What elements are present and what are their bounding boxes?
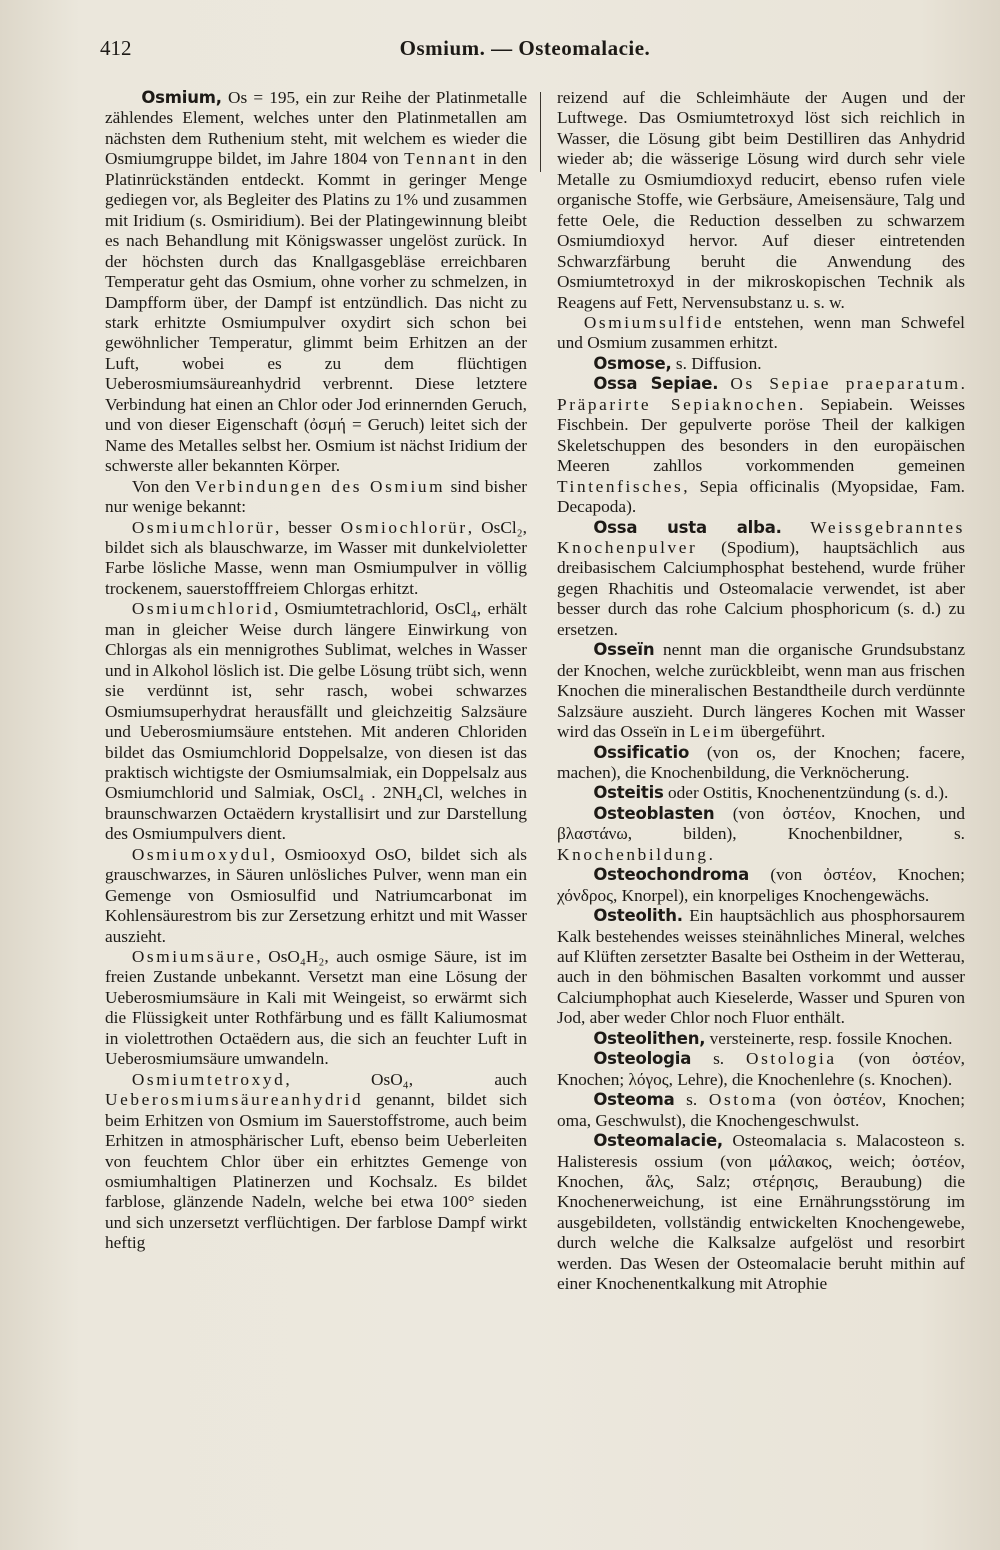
entry-text: Osteomalacia s. Malacosteon s. Halisteresis ossium (von μάλακος, weich; ὀστέον, Knochen, ἅλς, Salz; στέρησις, Beraubung) die Knochenerweichung, ist eine Ernährungsstörung im ausgebildeten, vollständig entwickelten Knochengewebe, durch welche die Kalksalze aufgelöst und resorbirt werden. Das Wesen der Osteomalacie beruht mithin auf einer Knochenentkalkung mit Atrophie bbox=[557, 1131, 965, 1294]
spaced-term: Tintenfisches bbox=[557, 476, 684, 496]
spaced-term: Präparirte Sepiaknochen bbox=[557, 394, 800, 414]
entry-headword: Osteochondroma bbox=[593, 865, 750, 885]
spaced-term: Weissgebranntes Knochenpulver bbox=[557, 517, 965, 557]
dictionary-entry bbox=[557, 374, 965, 517]
text-paragraph bbox=[105, 599, 527, 844]
entry-text bbox=[782, 518, 811, 537]
entry-text: , OsO₄, auch bbox=[285, 1069, 527, 1089]
dictionary-entry bbox=[557, 743, 965, 784]
dictionary-entry bbox=[557, 640, 965, 742]
entry-text: (von ὀστέον, Knochen; λόγος, Lehre), die Knochenlehre (s. Knochen). bbox=[557, 1049, 965, 1089]
running-head bbox=[100, 36, 950, 68]
spaced-term: Ostoma bbox=[708, 1090, 779, 1110]
spaced-term: Osmiumtetroxyd bbox=[131, 1069, 286, 1089]
entry-headword: Osteolithen, bbox=[593, 1028, 706, 1048]
entry-text: . bbox=[708, 844, 713, 864]
dictionary-entry bbox=[105, 88, 527, 477]
spaced-term: Leim bbox=[689, 722, 737, 742]
entry-headword: Ossa usta alba. bbox=[593, 517, 782, 537]
entry-text: (Spodium), hauptsächlich aus dreibasischem Calciumphosphat bestehend, wurde früher gegen Rhachitis und Osteomalacie verwendet, ist aber besser durch das rohe Calcium phosphoricum (s. d.) zu ersetzen. bbox=[557, 537, 965, 639]
entry-text: , OsCl₂, bildet sich als blauschwarze, im Wasser mit dunkelvioletter Farbe lösliche Masse, wenn man Osmiumpulver in völlig trockenem, sauerstofffreiem Chlorgas erhitzt. bbox=[105, 517, 527, 598]
spaced-term: Knochenbildung bbox=[557, 844, 709, 864]
entry-text: (von ὀστέον, Knochen; oma, Geschwulst), die Knochengeschwulst. bbox=[557, 1090, 965, 1130]
entry-headword: Osteoma bbox=[593, 1090, 675, 1110]
entry-text: nennt man die organische Grundsubstanz der Knochen, welche zurückbleibt, wenn man aus frischen Knochen die mineralischen Bestandtheile durch verdünnte Salzsäure auszieht. Durch längeres Kochen mit Wasser wird das Osseïn in bbox=[557, 640, 965, 742]
text-paragraph bbox=[105, 947, 527, 1070]
entry-text: entstehen, wenn man Schwefel und Osmium zusammen erhitzt. bbox=[557, 312, 965, 353]
entry-text: s. bbox=[691, 1049, 747, 1069]
dictionary-entry bbox=[557, 1049, 965, 1090]
dictionary-entry bbox=[557, 1029, 965, 1049]
entry-text: s. bbox=[674, 1090, 709, 1110]
entry-headword: Osseïn bbox=[593, 640, 655, 660]
spaced-term: Osmiumchlorür bbox=[131, 517, 276, 537]
entry-text: (von ὀστέον, Knochen; χόνδρος, Knorpel), ein knorpeliges Knochengewächs. bbox=[557, 865, 965, 905]
entry-text: übergeführt. bbox=[736, 722, 826, 742]
spaced-term: Ostologia bbox=[746, 1049, 837, 1069]
entry-headword: Osteomalacie, bbox=[593, 1131, 724, 1151]
entry-headword: Osteolith. bbox=[593, 906, 683, 926]
text-paragraph bbox=[557, 313, 965, 354]
entry-text: . bbox=[960, 374, 965, 394]
entry-text: oder Ostitis, Knochenentzündung (s. d.). bbox=[663, 783, 949, 803]
spaced-term: Osmiumsäure bbox=[131, 947, 257, 967]
entry-text: Os = 195, ein zur Reihe der Platinmetalle zählendes Element, welches unter den Platinmetallen am nächsten dem Ruthenium steht, mit welchem es wieder die Osmiumgruppe bildet, im Jahre 1804 von bbox=[105, 88, 527, 169]
entry-headword: Ossa Sepiae. bbox=[593, 374, 719, 394]
entry-text bbox=[718, 374, 730, 393]
entry-text: Von den bbox=[131, 476, 196, 496]
entry-text: , Osmiooxyd OsO, bildet sich als grauschwarzes, in Säuren unlösliches Pulver, wenn man ein Gemenge von Osmiosulfid und Natriumcarbonat im Kohlensäurestrom bis zur Zersetzung erhitzt und mit Wasser auszieht. bbox=[105, 844, 527, 946]
entry-text: genannt, bildet sich beim Erhitzen von Osmium im Sauerstoffstrome, auch beim Erhitzen in atmosphärischer Luft, ebenso beim Ueberleiten von feuchtem Chlor über ein erhitztes Gemenge von osmiumhaltigen Platinerzen und Kochsalz. Es bildet farblose, glänzende Nadeln, welche bei etwa 100° sieden und sich unzersetzt verflüchtigen. Der farblose Dampf wirkt heftig bbox=[105, 1090, 527, 1253]
left-column bbox=[105, 88, 527, 1508]
text-paragraph bbox=[105, 518, 527, 600]
dictionary-entry bbox=[557, 1090, 965, 1131]
spaced-term: Osmiochlorür bbox=[340, 517, 468, 537]
column-divider bbox=[540, 92, 541, 172]
entry-text: , OsO₄H₂, auch osmige Säure, ist im freien Zustande unbekannt. Versetzt man eine Lösung der Ueberosmiumsäure in Kali mit Weingeist, so erwärmt sich die Flüssigkeit unter Rothfärbung und es fällt Kaliumosmat in violettrothen Octaëdern aus, die sich an feuchter Luft in Ueberosmiumsäure umwandeln. bbox=[105, 947, 527, 1069]
page-number: 412 bbox=[100, 36, 132, 60]
text-paragraph bbox=[105, 477, 527, 518]
entry-text: Ein hauptsächlich aus phosphorsaurem Kalk bestehendes weisses steinähnliches Mineral, welches auf Klüften zersetzter Basalte bei Ostheim in der Wetterau, auch in den böhmischen Basalten vorkommt und ausser Calciumphophat auch Kieselerde, Wasser und Spuren von Jod, aber weder Chlor noch Fluor enthält. bbox=[557, 906, 965, 1028]
entry-headword: Osteologia bbox=[593, 1049, 692, 1069]
entry-text: versteinerte, resp. fossile Knochen. bbox=[705, 1028, 953, 1048]
text-paragraph bbox=[105, 1070, 527, 1254]
entry-headword: Osteoblasten bbox=[593, 803, 715, 823]
dictionary-entry bbox=[557, 783, 965, 803]
dictionary-entry bbox=[557, 354, 965, 374]
entry-text: , Sepia officinalis (Myopsidae, Fam. Decapoda). bbox=[557, 476, 965, 517]
dictionary-entry bbox=[557, 865, 965, 906]
spaced-term: Verbindungen des Osmium bbox=[195, 476, 446, 496]
entry-headword: Ossificatio bbox=[593, 742, 690, 762]
spaced-term: Os Sepiae praeparatum bbox=[730, 374, 961, 394]
entry-text: , besser bbox=[275, 517, 341, 537]
entry-headword: Osmium, bbox=[141, 88, 222, 107]
entry-headword: Osmose, bbox=[593, 353, 672, 373]
spaced-term: Osmiumsulfide bbox=[583, 312, 725, 332]
running-title: Osmium. — Osteomalacie. bbox=[399, 36, 651, 60]
entry-text: in den Platinrückständen entdeckt. Kommt in geringer Menge gediegen vor, als Begleiter des Platins zu 1% und zusammen mit Iridium (s. Osmiridium). Bei der Platingewinnung bleibt es nach Behandlung mit Königswasser ungelöst zurück. In der höchsten durch das Knallgasgebläse erreichbaren Temperatur geht das Osmium, ohne vorher zu schmelzen, in Dampfform über, der Dampf ist entzündlich. Das nicht zu stark erhitzte Osmiumpulver oxydirt sich schon bei gewöhnlicher Temperatur, glimmt beim Erhitzen an der Luft, wobei es zu dem flüchtigen Ueberosmiumsäureanhydrid verbrennt. Diese letztere Verbindung hat einen an Chlor oder Jod erinnernden Geruch, und von dieser Eigenschaft (ὀσμή = Geruch) leitet sich der Name des Metalles selbst her. Osmium ist nächst Iridium der schwerste aller bekannten Körper. bbox=[105, 149, 527, 476]
spaced-term: Osmiumoxydul bbox=[131, 844, 271, 864]
entry-text: , Osmiumtetrachlorid, OsCl₄, erhält man in gleicher Weise durch längere Einwirkung von Chlorgas als ein mennigrothes Sublimat, welches in Wasser und in Alkohol löslich ist. Die gelbe Lösung trübt sich, wenn sie verdünnt ist, sehr rasch, wobei schwarzes Osmiumsuperhydrat herausfällt und gleichzeitig Salzsäure und Ueberosmiumsäure entstehen. Mit anderen Chloriden bildet das Osmiumchlorid Doppelsalze, von diesen ist das praktisch wichtigste der Osmiumsalmiak, ein Doppelsalz aus Osmiumchlorid und Salmiak, OsCl₄ . 2NH₄Cl, welches in braunschwarzen Octaëdern krystallisirt und zur Darstellung des Osmiumpulvers dient. bbox=[105, 599, 527, 844]
dictionary-entry bbox=[557, 804, 965, 865]
entry-text: reizend auf die Schleimhäute der Augen und der Luftwege. Das Osmiumtetroxyd löst sich reichlich in Wasser, die Lösung gibt beim Destilliren das Anhydrid wieder ab; die wässerige Lösung wird durch sehr viele Metalle zu Osmiumdioxyd reducirt, ebenso rufen viele organische Stoffe, wie Gerbsäure, Ameisensäure, Talg und fette Oele, die Reduction desselben zu schwarzem Osmiumdioxyd hervor. Auf dieser eintretenden Schwarzfärbung beruht die Anwendung des Osmiumtetroxyd in der mikroskopischen Technik als Reagens auf Fett, Nervensubstanz u. s. w. bbox=[557, 88, 965, 312]
dictionary-entry bbox=[557, 518, 965, 641]
entry-text: (von os, der Knochen; facere, machen), die Knochenbildung, die Verknöcherung. bbox=[557, 742, 965, 782]
spaced-term: Osmiumchlorid bbox=[131, 599, 275, 619]
entry-text: sind bisher nur wenige bekannt: bbox=[105, 476, 527, 517]
entry-headword: Osteitis bbox=[593, 783, 664, 803]
entry-text: . Sepiabein. Weisses Fischbein. Der gepulverte poröse Theil der kalkigen Skeletschuppen des besonders in den europäischen Meeren zahllos vorkommenden gemeinen bbox=[557, 394, 965, 476]
dictionary-entry bbox=[557, 1131, 965, 1295]
spaced-term: Tennant bbox=[404, 149, 478, 169]
text-paragraph bbox=[105, 845, 527, 947]
spaced-term: Ueberosmiumsäureanhydrid bbox=[105, 1090, 364, 1110]
text-paragraph bbox=[557, 88, 965, 313]
entry-text: s. Diffusion. bbox=[671, 353, 762, 373]
right-column bbox=[557, 88, 965, 1508]
dictionary-entry bbox=[557, 906, 965, 1029]
entry-text: (von ὀστέον, Knochen, und βλαστάνω, bilden), Knochenbildner, s. bbox=[557, 803, 965, 844]
